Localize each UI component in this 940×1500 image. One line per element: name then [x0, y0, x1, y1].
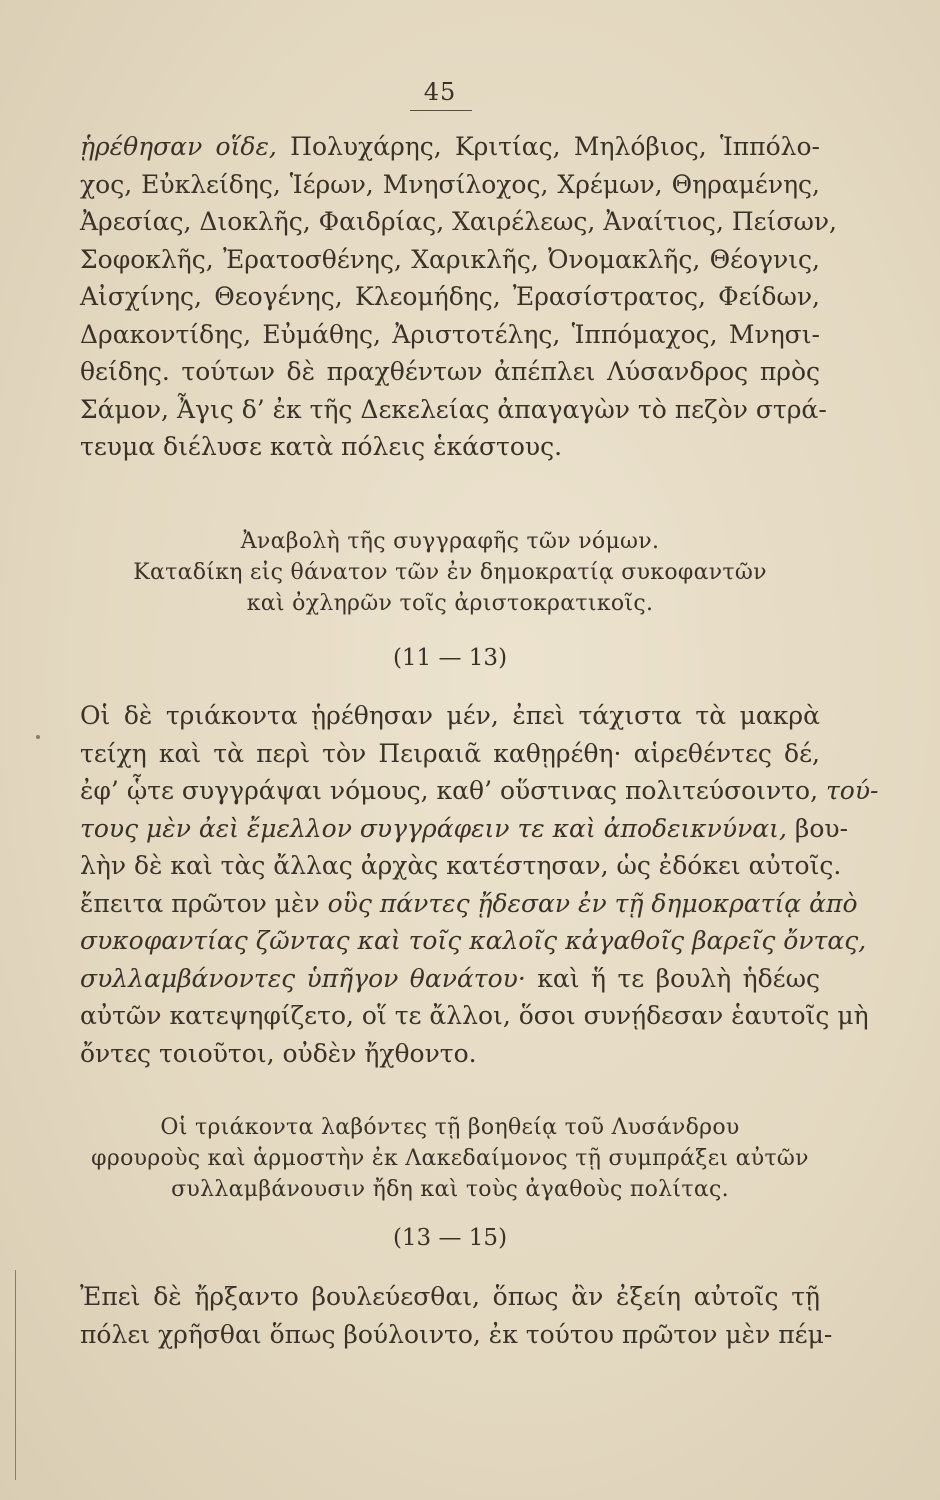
text-run: ἐφ’ ᾧτε συγγράψαι νόμους, καθ’ οὕστινας πολιτεύσοιντο,	[80, 776, 826, 805]
text-run: Αἰσχίνης, Θεογένης, Κλεομήδης, Ἐρασίστρατος, Φείδων,	[80, 282, 820, 311]
text-line	[80, 1316, 833, 1354]
text-line	[80, 847, 842, 885]
heading-line: Καταδίκη εἰς θάνατον τῶν ἐν δημοκρατίᾳ συκοφαντῶν	[133, 560, 767, 585]
text-line	[80, 735, 820, 773]
text-line	[80, 353, 820, 391]
text-run: Δρακοντίδης, Εὐμάθης, Ἀριστοτέλης, Ἱππόμαχος, Μνησι-	[80, 319, 820, 349]
text-run: λὴν δὲ καὶ τὰς ἄλλας ἀρχὰς κατέστησαν, ὡς ἐδόκει αὐτοῖς.	[80, 851, 842, 880]
section-range: (13 — 15)	[392, 1225, 508, 1251]
heading-line: Ἀναβολὴ τῆς συγγραφῆς τῶν νόμων.	[240, 529, 660, 554]
text-line	[80, 997, 869, 1035]
italic-text: συκοφαντίας ζῶντας καὶ τοῖς καλοῖς κἀγαθοῖς βαρεῖς ὄντας,	[80, 926, 867, 955]
page-edge-line	[15, 1270, 16, 1480]
italic-text: συλλαμβάνοντες ὑπῆγον θανάτου·	[80, 963, 526, 993]
section-summary-heading	[80, 526, 820, 619]
text-line	[80, 278, 820, 316]
text-line	[80, 960, 820, 998]
text-run: Ἀρεσίας, Διοκλῆς, Φαιδρίας, Χαιρέλεως, Ἀναίτιος, Πείσων,	[80, 207, 837, 236]
text-run: Οἱ δὲ τριάκοντα ᾑρέθησαν μέν, ἐπεὶ τάχιστα τὰ μακρὰ	[80, 701, 820, 730]
text-run: χος, Εὐκλείδης, Ἱέρων, Μνησίλοχος, Χρέμων, Θηραμένης,	[80, 169, 820, 199]
text-run: τείχη καὶ τὰ περὶ τὸν Πειραιᾶ καθῃρέθη· αἱρεθέντες δέ,	[80, 738, 820, 768]
text-line	[80, 1035, 820, 1073]
text-line	[80, 772, 879, 810]
section-summary-heading	[80, 1112, 820, 1205]
paragraph-began-deliberating	[80, 1278, 833, 1353]
text-line	[80, 885, 858, 923]
heading-line: καὶ ὀχληρῶν τοῖς ἀριστοκρατικοῖς.	[246, 591, 654, 616]
text-run: βου-	[786, 813, 849, 843]
text-run: θείδης. τούτων δὲ πραχθέντων ἀπέπλει Λύσανδρος πρὸς	[80, 357, 820, 386]
text-line	[80, 203, 837, 241]
text-run: Σοφοκλῆς, Ἐρατοσθένης, Χαρικλῆς, Ὀνομακλῆς, Θέογνις,	[80, 244, 820, 274]
paragraph-names-of-thirty	[80, 128, 837, 466]
text-line	[80, 1278, 820, 1316]
text-line	[80, 697, 820, 735]
text-run: καὶ ἥ τε βουλὴ ἡδέως	[525, 963, 821, 993]
italic-text: τους μὲν ἀεὶ ἔμελλον συγγράφειν τε καὶ ἀποδεικνύναι,	[80, 813, 787, 843]
text-line	[80, 316, 820, 354]
heading-line: συλλαμβάνουσιν ἤδη καὶ τοὺς ἀγαθοὺς πολίτας.	[171, 1177, 729, 1202]
text-line	[80, 391, 827, 429]
text-line	[80, 428, 820, 466]
text-run: ἔπειτα πρῶτον μὲν	[80, 888, 328, 918]
text-run: Σάμον, Ἆγις δ’ ἐκ τῆς Δεκελείας ἀπαγαγὼν τὸ πεζὸν στρά-	[80, 394, 827, 424]
text-run: πόλει χρῆσθαι ὅπως βούλοιντο, ἐκ τούτου πρῶτον μὲν πέμ-	[80, 1319, 833, 1349]
page-number-rule	[410, 110, 472, 111]
page-number: 45	[423, 78, 457, 106]
text-line	[80, 128, 820, 166]
italic-text: τού-	[825, 776, 879, 805]
text-run: ὄντες τοιοῦτοι, οὐδὲν ἤχθοντο.	[80, 1038, 477, 1068]
text-line	[80, 166, 820, 204]
text-run: αὐτῶν κατεψηφίζετο, οἵ τε ἄλλοι, ὅσοι συνῄδεσαν ἑαυτοῖς μὴ	[80, 1001, 869, 1030]
section-range: (11 — 13)	[392, 645, 508, 671]
text-line	[80, 810, 849, 848]
page-speck	[36, 735, 40, 739]
text-run: Ἐπεὶ δὲ ἤρξαντο βουλεύεσθαι, ὅπως ἂν ἐξείη αὐτοῖς τῇ	[80, 1282, 820, 1311]
heading-line: φρουροὺς καὶ ἁρμοστὴν ἐκ Λακεδαίμονος τῇ συμπράξει αὐτῶν	[91, 1146, 809, 1171]
text-run: Πολυχάρης, Κριτίας, Μηλόβιος, Ἱππόλο-	[276, 132, 821, 161]
italic-text: ᾑρέθησαν οἵδε,	[80, 132, 277, 161]
text-line	[80, 922, 867, 960]
heading-line: Οἱ τριάκοντα λαβόντες τῇ βοηθείᾳ τοῦ Λυσάνδρου	[160, 1115, 740, 1140]
text-line	[80, 241, 820, 279]
italic-text: οὓς πάντες ᾔδεσαν ἐν τῇ δημοκρατίᾳ ἀπὸ	[327, 888, 858, 918]
text-run: τευμα διέλυσε κατὰ πόλεις ἑκάστους.	[80, 432, 563, 461]
paragraph-thirty-elected	[80, 697, 879, 1072]
